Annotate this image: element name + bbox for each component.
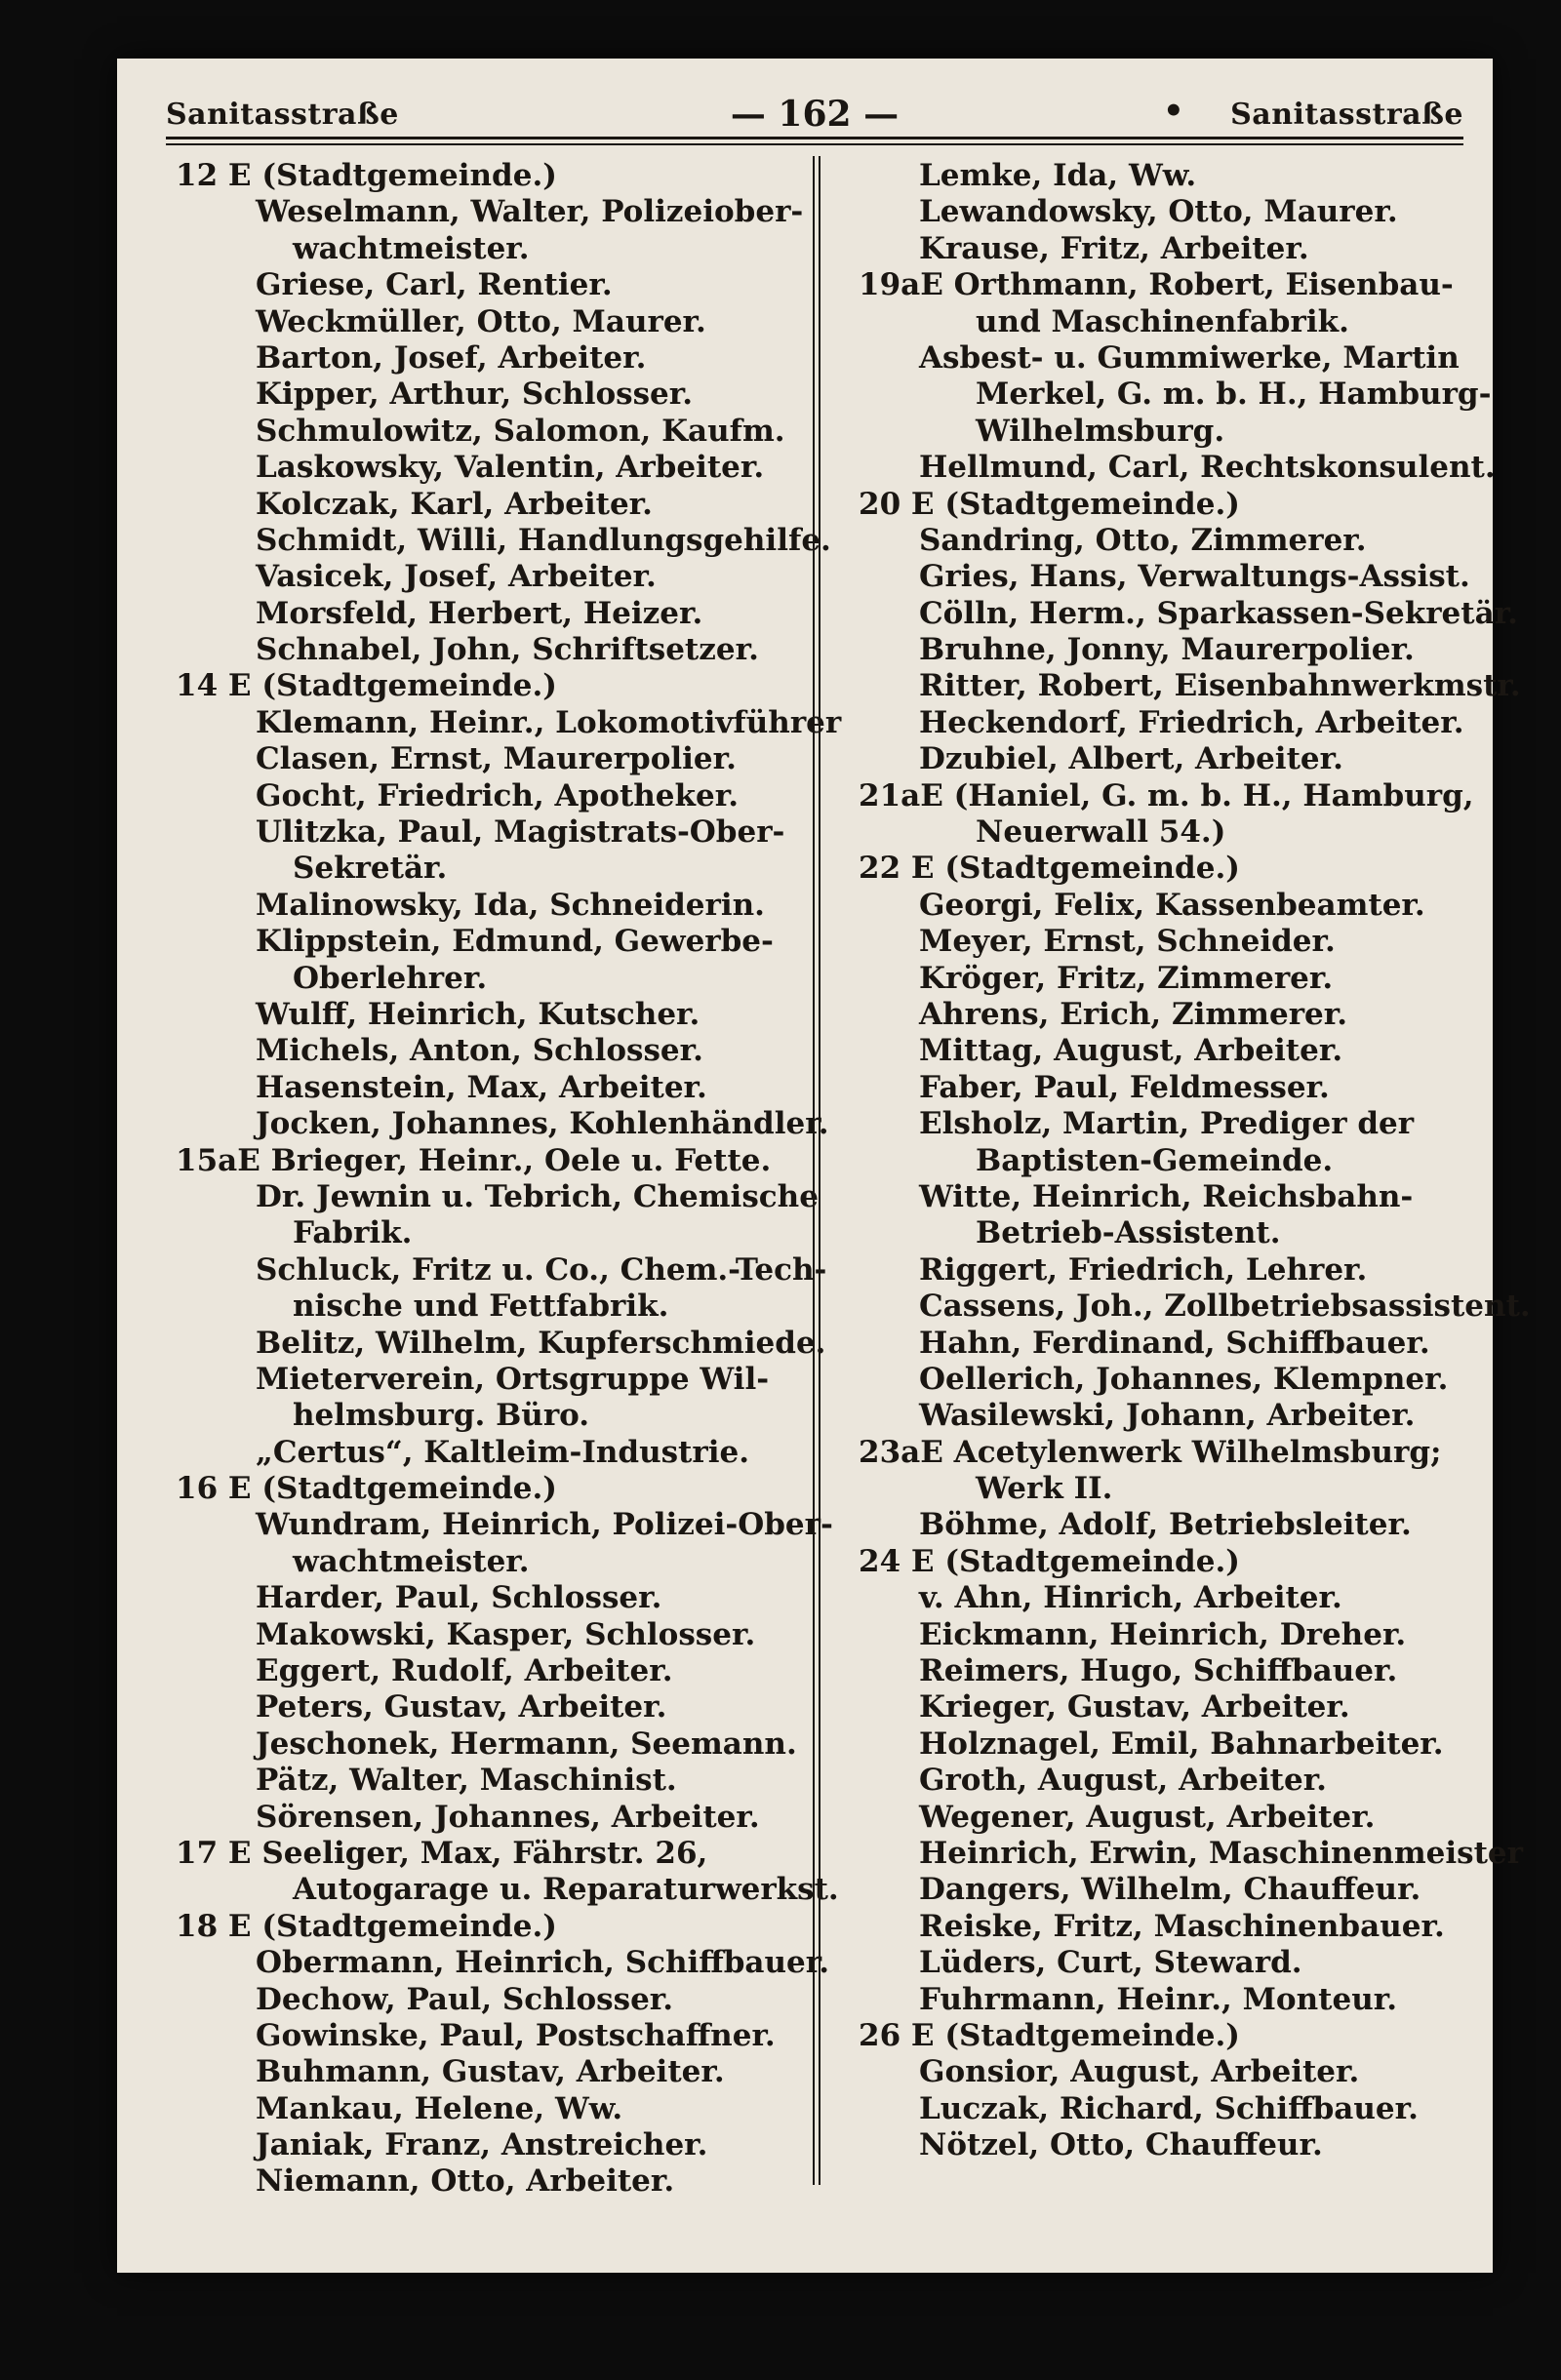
house-entry-text: Seeliger, Max, Fährstr. 26, [261, 1835, 708, 1871]
house-entry-text: (Stadtgemeinde.) [944, 486, 1240, 522]
house-entry-text: Acetylenwerk Wilhelmsburg; [953, 1434, 1442, 1470]
resident-entry: Georgi, Felix, Kassenbeamter. [919, 887, 1425, 923]
house-number-row [859, 1544, 1468, 1580]
resident-entry: Asbest- u. Gummiwerke, Martin [919, 339, 1460, 376]
resident-entry: wachtmeister. [293, 230, 530, 266]
resident-entry: Wilhelmsburg. [976, 413, 1225, 449]
house-number: 18 E [176, 1908, 252, 1944]
house-number: 17 E [176, 1835, 252, 1871]
resident-entry: Faber, Paul, Feldmesser. [919, 1069, 1330, 1105]
resident-entry: Eggert, Rudolf, Arbeiter. [256, 1653, 673, 1689]
resident-entry: Sekretär. [293, 851, 448, 887]
resident-entry: Wulff, Heinrich, Kutscher. [256, 996, 700, 1032]
resident-entry: Dechow, Paul, Schlosser. [256, 1981, 674, 2017]
resident-entry: Niemann, Otto, Arbeiter. [256, 2163, 675, 2200]
resident-entry: Reimers, Hugo, Schiffbauer. [919, 1653, 1398, 1689]
resident-entry: Vasicek, Josef, Arbeiter. [256, 559, 657, 595]
resident-entry: nische und Fettfabrik. [293, 1289, 669, 1325]
resident-entry: Peters, Gustav, Arbeiter. [256, 1689, 667, 1726]
resident-entry: Gonsior, August, Arbeiter. [919, 2054, 1360, 2090]
resident-entry: Kolczak, Karl, Arbeiter. [256, 486, 653, 522]
directory-page [117, 59, 1531, 2273]
resident-entry: Pätz, Walter, Maschinist. [256, 1763, 677, 1799]
resident-entry: Dangers, Wilhelm, Chauffeur. [919, 1872, 1421, 1908]
house-number: 26 E [859, 2017, 935, 2053]
resident-entry: Buhmann, Gustav, Arbeiter. [256, 2054, 725, 2090]
resident-entry: Nötzel, Otto, Chauffeur. [919, 2127, 1323, 2163]
resident-entry: Riggert, Friedrich, Lehrer. [919, 1251, 1368, 1288]
house-number-row [859, 267, 1468, 303]
resident-entry: Oberlehrer. [293, 960, 488, 996]
header-rule-thin [166, 143, 1463, 145]
house-number-row [859, 777, 1474, 814]
house-number: 21aE [859, 777, 943, 813]
house-number-row [859, 487, 1468, 523]
resident-entry: Oellerich, Johannes, Klempner. [919, 1361, 1449, 1397]
resident-entry: Baptisten-Gemeinde. [976, 1142, 1334, 1178]
house-entry-text: (Stadtgemeinde.) [944, 2017, 1240, 2053]
house-entry-text: Brieger, Heinr., Oele u. Fette. [270, 1142, 772, 1178]
resident-entry: Holznagel, Emil, Bahnarbeiter. [919, 1726, 1444, 1762]
page-number: — 162 — [730, 94, 900, 135]
house-number: 15aE [176, 1142, 260, 1178]
house-entry-text: (Stadtgemeinde.) [261, 1908, 557, 1944]
resident-entry: Obermann, Heinrich, Schiffbauer. [256, 1945, 830, 1981]
right-column [859, 158, 1531, 2163]
resident-entry: Werk II. [976, 1471, 1113, 1507]
house-number: 20 E [859, 486, 935, 522]
resident-entry: Clasen, Ernst, Maurerpolier. [256, 741, 737, 777]
house-number-row [176, 1471, 805, 1507]
resident-entry: Böhme, Adolf, Betriebsleiter. [919, 1507, 1412, 1543]
resident-entry: Hasenstein, Max, Arbeiter. [256, 1069, 707, 1105]
resident-entry: Heinrich, Erwin, Maschinenmeister [919, 1835, 1523, 1871]
resident-entry: „Certus“, Kaltleim-Industrie. [256, 1434, 750, 1470]
resident-entry: Schmulowitz, Salomon, Kaufm. [256, 413, 785, 449]
resident-entry: Laskowsky, Valentin, Arbeiter. [256, 450, 765, 486]
resident-entry: Lewandowsky, Otto, Maurer. [919, 194, 1398, 230]
resident-entry: Neuerwall 54.) [976, 814, 1226, 851]
resident-entry: Autogarage u. Reparaturwerkst. [293, 1872, 839, 1908]
resident-entry: Harder, Paul, Schlosser. [256, 1580, 662, 1616]
house-number-row [176, 1836, 805, 1872]
resident-entry: Fuhrmann, Heinr., Monteur. [919, 1981, 1398, 2017]
resident-entry: Witte, Heinrich, Reichsbahn- [919, 1178, 1414, 1214]
resident-entry: Lüders, Curt, Steward. [919, 1945, 1302, 1981]
house-number-row [176, 668, 805, 704]
left-column [176, 158, 842, 2201]
resident-entry: helmsburg. Büro. [293, 1398, 590, 1434]
resident-entry: Sörensen, Johannes, Arbeiter. [256, 1799, 760, 1835]
resident-entry: Gowinske, Paul, Postschaffner. [256, 2017, 776, 2053]
resident-entry: und Maschinenfabrik. [976, 303, 1349, 339]
resident-entry: Eickmann, Heinrich, Dreher. [919, 1616, 1407, 1652]
resident-entry: Lemke, Ida, Ww. [919, 158, 1197, 193]
resident-entry: Ulitzka, Paul, Magistrats-Ober- [256, 814, 785, 851]
resident-entry: v. Ahn, Hinrich, Arbeiter. [919, 1580, 1342, 1616]
resident-entry: Weselmann, Walter, Polizeiober- [256, 194, 804, 230]
house-number-row [859, 1435, 1468, 1471]
resident-entry: Sandring, Otto, Zimmerer. [919, 522, 1367, 558]
running-head-right: Sanitasstraße [1230, 98, 1463, 132]
resident-entry: Klemann, Heinr., Lokomotivführer [256, 704, 842, 740]
house-number-row [176, 1909, 805, 1945]
resident-entry: Dr. Jewnin u. Tebrich, Chemische [256, 1178, 819, 1214]
house-number: 19aE [859, 267, 943, 303]
resident-entry: Schnabel, John, Schriftsetzer. [256, 632, 759, 668]
resident-entry: Wasilewski, Johann, Arbeiter. [919, 1398, 1416, 1434]
resident-entry: Jocken, Johannes, Kohlenhändler. [256, 1106, 829, 1142]
resident-entry: Meyer, Ernst, Schneider. [919, 924, 1336, 960]
resident-entry: Gocht, Friedrich, Apotheker. [256, 777, 740, 813]
resident-entry: Luczak, Richard, Schiffbauer. [919, 2090, 1419, 2126]
house-number: 22 E [859, 851, 935, 887]
resident-entry: Belitz, Wilhelm, Kupferschmiede. [256, 1325, 826, 1361]
resident-entry: Klippstein, Edmund, Gewerbe- [256, 924, 774, 960]
resident-entry: Michels, Anton, Schlosser. [256, 1033, 703, 1069]
resident-entry: Bruhne, Jonny, Maurerpolier. [919, 632, 1415, 668]
resident-entry: Makowski, Kasper, Schlosser. [256, 1616, 756, 1652]
resident-entry: Krieger, Gustav, Arbeiter. [919, 1689, 1350, 1726]
house-entry-text: (Haniel, G. m. b. H., Hamburg, [953, 777, 1474, 813]
resident-entry: Cassens, Joh., Zollbetriebsassistent. [919, 1289, 1531, 1325]
house-number-row [176, 1143, 805, 1179]
resident-entry: wachtmeister. [293, 1543, 530, 1579]
resident-entry: Wegener, August, Arbeiter. [919, 1799, 1376, 1835]
resident-entry: Hahn, Ferdinand, Schiffbauer. [919, 1325, 1430, 1361]
house-number: 16 E [176, 1471, 252, 1507]
resident-entry: Jeschonek, Hermann, Seemann. [256, 1726, 797, 1762]
header-dot: • [1163, 92, 1184, 131]
resident-entry: Griese, Carl, Rentier. [256, 267, 613, 303]
house-number: 12 E [176, 158, 252, 193]
house-entry-text: (Stadtgemeinde.) [944, 1543, 1240, 1579]
resident-entry: Ahrens, Erich, Zimmerer. [919, 996, 1348, 1032]
resident-entry: Mankau, Helene, Ww. [256, 2090, 623, 2126]
resident-entry: Kipper, Arthur, Schlosser. [256, 377, 694, 413]
resident-entry: Schmidt, Willi, Handlungsgehilfe. [256, 522, 831, 558]
house-number-row [859, 2018, 1468, 2054]
resident-entry: Hellmund, Carl, Rechtskonsulent. [919, 450, 1496, 486]
resident-entry: Groth, August, Arbeiter. [919, 1763, 1327, 1799]
resident-entry: Krause, Fritz, Arbeiter. [919, 230, 1309, 266]
house-number: 14 E [176, 668, 252, 704]
resident-entry: Morsfeld, Herbert, Heizer. [256, 595, 703, 631]
house-entry-text: (Stadtgemeinde.) [261, 668, 557, 704]
house-number: 24 E [859, 1543, 935, 1579]
resident-entry: Heckendorf, Friedrich, Arbeiter. [919, 704, 1464, 740]
resident-entry: Barton, Josef, Arbeiter. [256, 339, 647, 376]
resident-entry: Merkel, G. m. b. H., Hamburg- [976, 377, 1492, 413]
house-number: 23aE [859, 1434, 943, 1470]
header-rule-thick [166, 137, 1463, 139]
resident-entry: Ritter, Robert, Eisenbahnwerkmstr. [919, 668, 1521, 704]
resident-entry: Mittag, August, Arbeiter. [919, 1033, 1343, 1069]
resident-entry: Wundram, Heinrich, Polizei-Ober- [256, 1507, 833, 1543]
resident-entry: Cölln, Herm., Sparkassen-Sekretär. [919, 595, 1518, 631]
resident-entry: Dzubiel, Albert, Arbeiter. [919, 741, 1343, 777]
running-head-left: Sanitasstraße [166, 98, 399, 132]
resident-entry: Kröger, Fritz, Zimmerer. [919, 960, 1334, 996]
house-entry-text: Orthmann, Robert, Eisenbau- [953, 267, 1454, 303]
house-entry-text: (Stadtgemeinde.) [261, 1471, 557, 1507]
house-number-row [859, 851, 1468, 887]
resident-entry: Schluck, Fritz u. Co., Chem.-Tech- [256, 1251, 827, 1288]
resident-entry: Betrieb-Assistent. [976, 1215, 1281, 1251]
resident-entry: Reiske, Fritz, Maschinenbauer. [919, 1908, 1445, 1944]
resident-entry: Weckmüller, Otto, Maurer. [256, 303, 706, 339]
resident-entry: Janiak, Franz, Anstreicher. [256, 2127, 708, 2163]
resident-entry: Malinowsky, Ida, Schneiderin. [256, 887, 765, 923]
resident-entry: Fabrik. [293, 1215, 413, 1251]
resident-entry: Gries, Hans, Verwaltungs-Assist. [919, 559, 1470, 595]
house-entry-text: (Stadtgemeinde.) [944, 851, 1240, 887]
resident-entry: Elsholz, Martin, Prediger der [919, 1106, 1415, 1142]
resident-entry: Mieterverein, Ortsgruppe Wil- [256, 1361, 770, 1397]
house-entry-text: (Stadtgemeinde.) [261, 158, 557, 193]
house-number-row [176, 158, 805, 194]
